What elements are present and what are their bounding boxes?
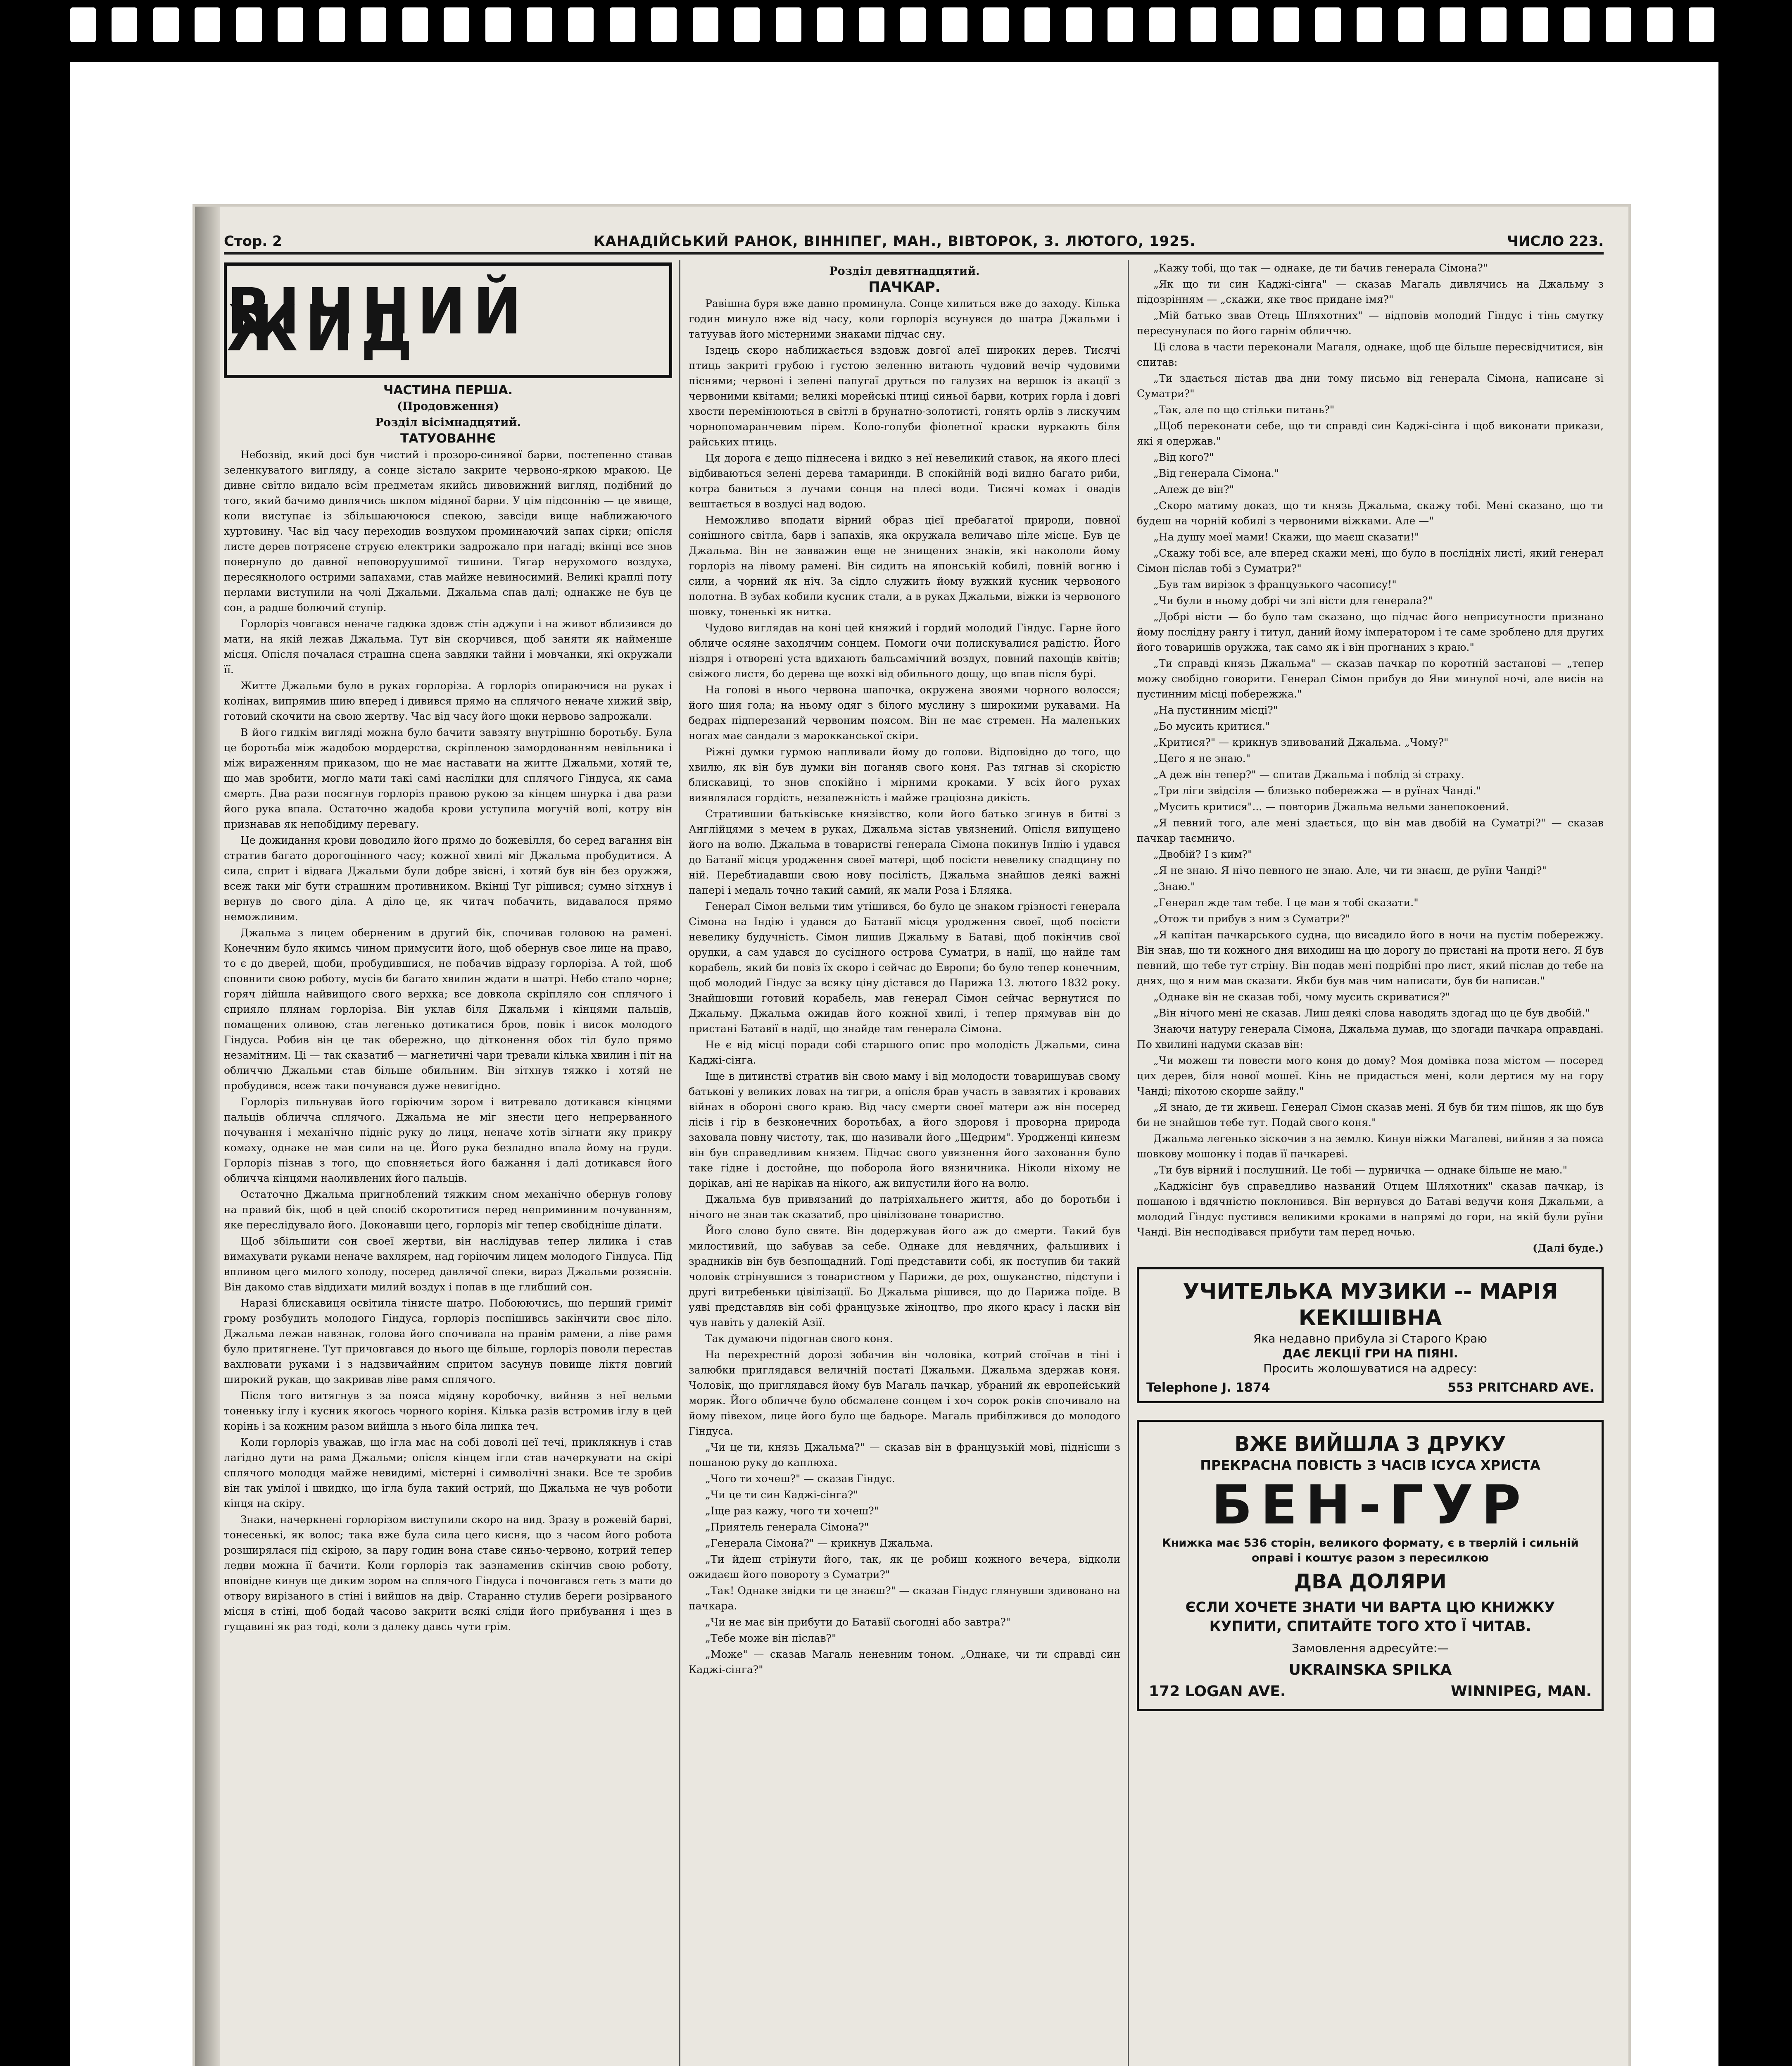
film-perforation [1274,7,1299,42]
paragraph: „На душу моеї мами! Скажи, що маєш сказати!" [1153,531,1419,543]
paragraph: Щоб збільшити сон своеї жертви, він наслідував тепер лилика і став вимахувати руками неначе вахлярем, над горіючим лицем молодого Гіндуса. Під впливом цего милого холоду, посеред давлячої спеки, вираз Джальми розяснів. Він дакомо став віддихати милий воздух і попав в ще глибший сон. [224,1235,672,1293]
film-perforation [1481,7,1507,42]
paragraph: „Я певний того, але мені здається, що він мав двобій на Суматрі?" — сказав пачкар таємничо. [1137,817,1604,844]
ad-text: ДАЄ ЛЕКЦІЇ ГРИ НА ПІЯНІ. [1282,1347,1458,1360]
chapter-heading: Розділ девятнадцятий. [829,265,980,278]
film-perforation [361,7,386,42]
column-1 [224,260,672,2066]
page-number: Стор. 2 [224,233,282,250]
film-perforation [983,7,1009,42]
film-perforation [776,7,801,42]
paragraph: „Знаю." [1153,881,1195,893]
film-perforation [1191,7,1216,42]
paragraph: „Може" — сказав Магаль неневним тоном. „Однаке, чи ти справді син Каджі-сінга?" [689,1648,1120,1676]
film-perforation [485,7,511,42]
paragraph: „Генерала Сімона?" — крикнув Джальма. [705,1537,933,1549]
film-perforations-top [70,7,1714,45]
page-edge-shadow [195,207,220,2066]
paragraph: „Чи можеш ти повести мого коня до дому? Моя домівка поза містом — посеред цих дерев, біля нової мошеї. Кінь не придасться мені, коли дертися му на гору Чанді; піхотою скорше зайду." [1137,1054,1604,1097]
paragraph: Житте Джальми було в руках горлоріза. А горлоріз опираючися на руках і колінах, випрямив шию вперед і дивився прямо на сплячого неначе хижий звір, готовий скочити на свою жертву. Час від часу його щоки нервово задрожали. [224,680,672,722]
film-perforation [1564,7,1590,42]
paragraph: Горлоріз човгався неначе гадюка здовж стін аджупи і на живот вблизився до мати, на якій лежав Джальма. Тут він скорчився, щоб заняти як найменше місця. Опісля почалася страшна сцена завдяки тайни і мовчанки, які окружали її. [224,618,672,676]
book-ad [1137,1420,1604,1711]
page-header [224,223,1604,255]
film-perforation [693,7,718,42]
paragraph: Генерал Сімон вельми тим утішився, бо було це знаком грізності генерала Сімона на Індію і удався до Батавії місця уродження своеї, щоб посісти невелику будучність. Сімон лишив Джальму в Батаві, щоб покінчив свої орудки, а сам удався до сусідного острова Суматри, в надії, що найде там корабель, який би повіз їх скоро і сейчас до Европи; бо було тепер конечним, щоб молодий Гіндус за всяку ціну дістався до Парижа 13. лютого 1832 року. Знайшовши готовий корабель, мав генерал Сімон сейчас вернутися по Джальму. Джальма ожидав його кожної хвилі, і тепер прямував він до пристані Батавії в надії, що знайде там генерала Сімона. [689,900,1120,1035]
ad-text: Книжка має 536 сторін, великого формату, є в тверлій і сильній оправі і коштує разом з пересилкою [1162,1537,1579,1564]
ad-city: WINNIPEG, MAN. [1451,1683,1592,1700]
paragraph: „Ти йдеш стрінути його, так, як це робиш кожного вечера, відколи ожидаєш його повороту з Суматри?" [689,1553,1120,1580]
paragraph: Не є від місці поради собі старшого опис про молодість Джальми, сина Каджі-сінга. [689,1039,1120,1066]
paragraph: Джальма з лицем оберненим в другий бік, спочивав головою на рамені. Конечним було якимсь чином примусити його, щоб обернув свое лице на право, то є до дверей, щоби, пробудившися, не побачив відразу горлоріза. А той, щоб сповнити свою роботу, мусів би багато хвилин ждати в шатрі. Небо стало чорне; горяч дійшла найвищого свого верхка; все довкола скріпляло сон сплячого і сприяло плянам горлоріза. Він уклав біля Джальми і кінцями пальців, помащених оливою, став легенько дотикатися бров, повік і висок молодого Гіндуса. Робив він це так обережно, що дітконення обох тіл було прямо незамітним. Ці — так сказатиб — магнетичні чари тревали кілька хвилин і піт на обличчю Джальми став більше обильним. Він зітхнув тяжко і хотяй не пробудився, всеж таки почувався дуже невигідно. [224,927,672,1092]
film-perforation [859,7,884,42]
column-3 [1137,260,1604,2066]
paragraph: Його слово було святе. Він додержував його аж до смерти. Такий був милостивий, що забував за себе. Однаке для невдячних, фальшивих і зрадників він був безпощадний. Годі представити собі, як поступив би такий чоловік стрінувшися з товариством у Парижи, де рох, ошуканство, підступи і другі витребеньки цівілізації. Бо Джальма рішився, що до Парижа поїде. В уяві представляв він собі французьке жіноцтво, про якого красу і ласки він чув навіть у далекій Азії. [689,1225,1120,1328]
paragraph: „Мусить критися"... — повторив Джальма вельми занепокоений. [1153,801,1509,813]
paragraph: Коли горлоріз уважав, що ігла має на собі доволі цеї течі, приклякнув і став лагідно дути на рама Джальми; опісля кінцем ігли став начеркувати на скірі сплячого молодця майже невидимі, містерні і символічні знаки. Все те зробив він так умілої і швидко, що ігла була такий острий, що Джальма не чув роботи кінця на скіру. [224,1436,672,1509]
paragraph: Джальма був привязаний до патріяхальнего життя, або до боротьби і нічого не знав так сказатиб, про цівілізоване товариство. [689,1193,1120,1221]
paragraph: „Ти справді князь Джальма" — сказав пачкар по коротній застанові — „тепер можу свобідно говорити. Генерал Сімон прибув до Яви минулої ночі, але висів на пустинним місці побережжа." [1137,657,1604,700]
film-perforation [402,7,428,42]
paragraph: Чудово виглядав на коні цей княжий і гордий молодий Гіндус. Гарне його обличе осяяне заходячим сонцем. Помоги очи полискувалися радістю. Його ніздря і отворені уста вдихають бальсамічний воздух, повний пахощів квітів; свіжого листя, бо дерева ще вохкі від обильного дощу, що впав після бурі. [689,622,1120,680]
music-teacher-ad [1137,1267,1604,1403]
paragraph: „Чи це ти, князь Джальма?" — сказав він в французькій мові, піднісши з пошаною руку до каплюха. [689,1441,1120,1469]
to-be-continued: (Далі буде.) [1533,1242,1604,1254]
book-title: БЕН-ГУР [1211,1473,1529,1536]
paragraph: „Ти був вірний і послушний. Це тобі — дурничка — однаке більше не маю." [1153,1164,1568,1176]
ad-text: ПРЕКРАСНА ПОВІСТЬ З ЧАСІВ ІСУСА ХРИСТА [1200,1457,1540,1473]
paragraph: Неможливо вподати вірний образ цієї пребагатої природи, повної сонішного світла, барв і запахів, яка окружала величаво ціле місце. Був це Джальма. Він не завважив еще не знищених знаків, які накололи йому горлоріз на лівому рамені. Він сидить на японській кобилі, повній вогню і сили, а чорний як ніч. За сідло служить йому вужкий кусник червоного полотна. В зубах кобили кусник стали, а в руках Джальми, віжки із червоного шовку, тоненькі як нитка. [689,514,1120,618]
paragraph: „Отож ти прибув з ним з Суматри?" [1153,913,1350,925]
film-perforation [1440,7,1465,42]
film-perforation [568,7,594,42]
paragraph: „Двобій? І з ким?" [1153,848,1252,860]
ad-text: Замовлення адресуйте:— [1292,1641,1449,1655]
film-perforation [817,7,843,42]
paragraph: Іздець скоро наближається вздовж довгої алеї широких дерев. Тисячі птиць закриті грубою і густою зеленню витають чудовий вечір чудовими піснями; червоні і зелені папугаї друться по галузях на вершок із акації з червоними квітами; великі морейські птиці синьої барви, котрих горла і довгі хвости перемінюються в світлі в брунатно-золотисті, гонять орлів з лискучим чорнопомаранчевим пірем. Коло-голуби фіолетної краски вуркають біля райських птиць. [689,344,1120,448]
film-perforation [195,7,220,42]
ad-text: Просить жолошуватися на адресу: [1263,1361,1477,1375]
film-perforation [527,7,552,42]
paragraph: „Чи не має він прибути до Батавії сьогодні або завтра?" [705,1616,1011,1628]
film-perforation [278,7,303,42]
story-title: ВІЧНИЙ ЖИД [227,275,529,366]
paragraph: На перехрестній дорозі зобачив він чоловіка, котрий стоїчав в тіні і залюбки приглядався величній постаті Джальми. Джальма здержав коня. Чоловік, що приглядався йому був Магаль пачкар, убраний як европейський моряк. Його обличче було обсмалене сонцем і хоч сорок років спочивало на йому півехом, лице його було ще бадьоре. Магаль прибілжився до молодого Гіндуса. [689,1349,1120,1437]
ad-address: 553 PRITCHARD AVE. [1447,1381,1594,1395]
paragraph: „Він нічого мені не сказав. Лиш деякі слова наводять здогад що це був двобій." [1153,1007,1590,1019]
paragraph: На голові в нього червона шапочка, окружена звоями чорного волосся; його шия гола; на ньому одяг з білого муслину з широкими рукавами. На бедрах підперезаний червоним поясом. Він не має стремен. На маленьких ногах має сандали з марокканської скіри. [689,684,1120,742]
paragraph: Небозвід, який досі був чистий і прозоро-синявої барви, постепенно ставав зеленкуватого вигляду, а сонце зістало закрите червоно-яркою мракою. Це дивне світло видало всім предметам якийсь дивовижний вигляд, подібний до того, який бачимо дивлячись шклом мідяної барви. У цім підсоннію — це явище, коли виступає із збільшаючоюся спекою, завсіди вище наближаючого хуртовину. Час від часу переходив воздухом проминаючий запах сірки; опісля листе дерев потрясене струєю електрики задрожало при нагаді; вкінці все знов повернуло до давної неповоруушимої тишини. Тягар нерухомого воздуха, пересякнолого острими запахами, став майже невиносимий. Великі краплі поту перлами виступили на чолі Джальми. Джальма спав далі; однакже не був це сон, а радше болючий ступір. [224,449,672,614]
part-heading: ЧАСТИНА ПЕРША. [383,383,513,397]
paragraph: Горлоріз пильнував його горіючим зором і витревало дотикався кінцями пальців обличча сплячого. Джальма не міг знести цего непрерванного почування і механічно підніс руку до лиця, неначе хотів зігнати яку прикру комаху, однаке не мав сили на це. Його рука безладно впала йому на груди. Горлоріз пізнав з того, що сповняється його бажання і далі дотикався його обличча кінцями наоливлених його пальців. [224,1096,672,1184]
film-perforation [1315,7,1341,42]
paragraph: Знаючи натуру генерала Сімона, Джальма думав, що здогади пачкара оправдані. По хвилині надуми сказав він: [1137,1023,1604,1050]
article-dialog [1137,260,1604,1240]
continued-label: (Продовження) [397,400,499,413]
paragraph: „Чи це ти син Каджі-сінга?" [705,1489,858,1501]
paragraph: „Цего я не знаю." [1153,752,1251,764]
film-perforation [1689,7,1714,42]
article-body [224,447,672,1634]
paragraph: „Генерал жде там тебе. І це мав я тобі сказати." [1153,897,1419,909]
paragraph: В його гидкім вигляді можна було бачити завзяту внутрішню боротьбу. Була це боротьба між жадобою мордерства, скріпленою замордованням невільника і між вираженням приказом, що не має наставати на житте Джальми, хотяй те, що мав зробити, могло мати такі самі наслідки для сплячого Гіндуса, як сама смерть. Два рази посягнув горлоріз правою рукою за кінцем шнурка і два рази його рука впала. Остаточно жадоба крови уступила могучій волі, котру він признавав як непобідиму перевагу. [224,726,672,830]
article-body [689,296,1120,1439]
film-perforation [1647,7,1673,42]
paragraph: „Я знаю, де ти живеш. Генерал Сімон сказав мені. Я був би тим пішов, як що був би не знайшов тебе тут. Подай свого коня." [1137,1101,1604,1128]
film-perforation [1108,7,1133,42]
paragraph: Наразі блискавиця освітила тінисте шатро. Побоюючись, що перший гриміт грому розбудить молодого Гіндуса, горлоріз поспішивсь закінчити своє діло. Джальма лежав навзнак, голова його спочивала на правім рамени, а ліве рамя було притягнене. Тут причовгався до нього ще більше, горлоріз поволи перестав вахлювати руками і з надзвичайним спритом засунув повище ліктя довгий широкий рукав, що закривав ліве рамя сплячого. [224,1297,672,1385]
chapter-title: ПАЧКАР. [868,279,941,295]
column-rule [1128,260,1129,2066]
paragraph: „Як що ти син Каджі-сінга" — сказав Магаль дивлячись на Джальму з підозрінням — „скажи, яке твоє придане імя?" [1137,278,1604,305]
paragraph: „Чого ти хочеш?" — сказав Гіндус. [705,1473,895,1485]
book-price: ДВА ДОЛЯРИ [1294,1570,1447,1593]
article-dialog [689,1440,1120,1677]
paragraph: Равішна буря вже давно проминула. Сонце хилиться вже до заходу. Кілька годин минуло вже від часу, коли горлоріз всунувся до шатра Джальми і татуував його містерними знаками підчас сну. [689,298,1120,340]
story-title-box [224,262,672,378]
paragraph: „Від генерала Сімона." [1153,467,1279,479]
paragraph: Це дожидання крови доводило його прямо до божевілля, бо серед вагання він стратив багато дорогоцінного часу; кожної хвилі міг Джальма пробудитися. А сила, сприт і відвага Джальми були добре звісні, і хотяй був він без оружжя, всеж таки міг бути страшним противником. Вкінці Туг рішився; сумно зітхнув і вернув до свого діла. А діло це, як читач побачить, видавалося прямо неможливим. [224,834,672,923]
paragraph: „Критися?" — крикнув здивований Джальма. „Чому?" [1153,736,1449,748]
paragraph: Так думаючи підогнав свого коня. [705,1333,893,1345]
film-perforation [70,7,96,42]
issue-number: ЧИСЛО 223. [1507,233,1604,250]
paragraph: „Я не знаю. Я нічо певного не знаю. Але, чи ти знаєш, де руїни Чанді?" [1153,864,1547,876]
paragraph: „Тебе може він післав?" [705,1632,837,1644]
paragraph: „Мій батько звав Отець Шляхотних" — відповів молодий Гіндус і тінь смутку пересунулася по його гарнім обличчю. [1137,309,1604,337]
paragraph: „Бо мусить критися." [1153,720,1270,732]
film-perforation [734,7,760,42]
ad-publisher: UKRAINSKA SPILKA [1288,1661,1452,1678]
paragraph: „Приятель генерала Сімона?" [705,1521,869,1533]
paragraph: „Каджісінг був справедливо названий Отцем Шляхотних" сказав пачкар, із пошаною і вдячністю поклонився. Він вернувся до Батаві ведучи коня Джальми, а молодий Гіндус пустився великими кроками в напрямі до гори, на якій були руїни Чанді. Він несподівався прибути там перед ночью. [1137,1180,1604,1238]
paragraph: „Три ліги звідсіля — близько побережжа — в руїнах Чанді." [1153,785,1481,797]
paragraph: „Алеж де він?" [1153,483,1234,495]
film-perforation [1232,7,1258,42]
paragraph: Ріжні думки гурмою напливали йому до голови. Відповідно до того, що хвилю, як він був думки він поганяв свого коня. Раз тягнав зі скорістю блискавиці, то знов спокійно і мірними кроками. У всіх його рухах виявлялася гордість, незалежність і майже граціозна дикість. [689,746,1120,804]
paragraph: Ці слова в части переконали Магаля, однаке, щоб ще більше пересвідчитися, він спитав: [1137,341,1604,368]
film-perforation [900,7,926,42]
paragraph: „Я капітан пачкарського судна, що висадило його в ночи на пустім побережжу. Він знав, що ти кожного дня виходиш на цю дорогу до пристані на проти него. Я був певний, що тебе тут стріну. Він подав мені подрібні про лист, який післав до тебе на днях, що я ним мав сказати. Якби був мав чим написати, був би написав." [1137,929,1604,987]
ad-text: Яка недавно прибула зі Старого Краю [1253,1332,1487,1345]
newspaper-page [195,207,1628,2066]
paragraph: Джальма легенько зіскочив з на землю. Кинув віжки Магалеві, вийняв з за пояса шовкову мошонку і подав її пачкареві. [1137,1133,1604,1160]
paragraph: „Однаке він не сказав тобі, чому мусить скриватися?" [1153,991,1450,1003]
film-perforation [319,7,345,42]
paragraph: „Від кого?" [1153,451,1214,463]
paragraph: „Так! Однаке звідки ти це знаєш?" — сказав Гіндус глянувши здивовано на пачкара. [689,1585,1120,1612]
paragraph: „Чи були в ньому добрі чи злі вісти для генерала?" [1153,595,1433,607]
film-perforation [651,7,677,42]
column-rule [679,260,680,2066]
ad-headline: ВЖЕ ВИЙШЛА З ДРУКУ [1234,1433,1506,1456]
film-perforation [1606,7,1631,42]
paragraph: „Щоб переконати себе, що ти справді син Каджі-сінга і щоб виконати прикази, які я одержав." [1137,420,1604,447]
film-perforation [153,7,179,42]
paragraph: „Ти здається дістав два дни тому письмо від генерала Сімона, написане зі Суматри?" [1137,372,1604,400]
chapter-heading: Розділ вісімнадцятий. [375,416,521,429]
film-perforation [236,7,262,42]
film-perforation [610,7,635,42]
ad-phone: Telephone J. 1874 [1146,1381,1270,1395]
paragraph: „Добрі вісти — бо було там сказано, що підчас його неприсутности признано йому послідну рангу і титул, даний йому імператором і те саме зроблено для других його товаришів оружжа, так само як і він прогнаних з краю." [1137,611,1604,653]
ad-title: УЧИТЕЛЬКА МУЗИКИ -- МАРІЯ КЕКІШІВНА [1183,1279,1558,1331]
paragraph: Іще в дитинстві стратив він свою маму і від молодости товаришував свому батькові у великих ловах на тигри, а опісля брав участь в завзятих і кровавих війнах в обороні свого краю. Від часу смерти своеї матери аж він посеред лісів і гір в безконечних боротьбах, а його здоровя і проворна природа заховала повну чистоту, так, що називали його „Щедрим". Уродженці кинезм він був справедливим князем. Підчас свого увязнення його заховання було таке гідне і достойне, що поборола його вязничника. Ніколи ніхому не дорікав, ані не нарікав на нікого, аж випустили його на волю. [689,1070,1120,1189]
paragraph: „Скоро матиму доказ, що ти князь Джальма, скажу тобі. Мені сказано, що ти будеш на чорній кобилі з червоними віжками. Але —" [1137,500,1604,527]
film-perforation [1149,7,1175,42]
paragraph: Стратившии батьківське князівство, коли його батько згинув в битві з Англійцями з мечем в руках, Джальма зістав увязнений. Опісля випущено його на волю. Джальма в товаристві генерала Сімона покинув Індію і удався до Батавії місця уродження своеї матері, щоб посісти невелику спадщину по ній. Перебтиадавши свою нову посілість, Джальма знайшов деякі важні папері і медаль точно такий самий, як мали Роза і Бляяка. [689,808,1120,896]
film-perforation [1357,7,1382,42]
paragraph: Ця дорога є дещо піднесена і видко з неї невеликий ставок, на якого плесі відбиваються зелені дерева тамаринди. В спокійній воді видно багато риби, котра бавиться з лучами сонця на плесі води. Тисячі комах і овадів вештається в воздусі над водою. [689,452,1120,510]
film-perforation [1066,7,1092,42]
ad-text: ЄСЛИ ХОЧЕТЕ ЗНАТИ ЧИ ВАРТА ЦЮ КНИЖКУ КУПИТИ, СПИТАЙТЕ ТОГО ХТО Ї ЧИТАВ. [1185,1599,1555,1635]
paragraph: „Був там вирізок з французького часопису!" [1153,578,1397,590]
chapter-title: ТАТУОВАННЄ [400,431,496,446]
column-2 [689,260,1120,2066]
film-perforation [444,7,469,42]
paragraph: Остаточно Джальма пригноблений тяжким сном механічно обернув голову на правий бік, щоб в цей спосіб скоротитися перед непримивним почуванням, яке переслідувало його. Доконавши цего, горлоріз міг тепер свобідніше ділати. [224,1188,672,1231]
paragraph: Знаки, начеркнені горлорізом виступили скоро на вид. Зразу в рожевій барві, тонесенькі, як волос; така вже була сила цего кисня, що з часом його робота розширялася під скірою, за пару годин вона ставе синьо-червоно, котрий тепер ледви можна її бачити. Коли горлоріз так зазнаменив скінчив свою роботу, вповідне кинув ще диким зором на сплячого Гіндуса і почовгався геть з мати до отвору вирізаного в стіні і вийшов на двір. Старанно стулив береги розірваного місця в стіні, щоб бодай часово закрити всякі сліди його прибування і щез в гущавині як раз тоді, коли з далеку давсь чути грім. [224,1514,672,1633]
film-perforation [112,7,137,42]
paragraph: „Кажу тобі, що так — однаке, де ти бачив генерала Сімона?" [1153,262,1488,274]
film-perforation [1024,7,1050,42]
paragraph: „На пустинним місці?" [1153,704,1278,716]
paragraph: „Скажу тобі все, але вперед скажи мені, що було в послідніх листі, який генерал Сімон післав тобі з Суматри?" [1137,547,1604,574]
paragraph: Після того витягнув з за пояса мідяну коробочку, вийняв з неї вельми тоненьку іглу і кусник якогось чорного коріня. Кілька разів встромив іглу в цей корінь і за кожним разом вийшла з нього біла липка теч. [224,1390,672,1432]
paragraph: „Іще раз кажу, чого ти хочеш?" [705,1505,879,1517]
paragraph: „А деж він тепер?" — спитав Джальма і поблід зі страху. [1153,769,1464,781]
film-perforation [942,7,967,42]
masthead: КАНАДІЙСЬКИЙ РАНОК, ВІННІПЕГ, МАН., ВІВТОРОК, 3. ЛЮТОГО, 1925. [593,233,1196,250]
ad-street: 172 LOGAN AVE. [1149,1683,1286,1700]
film-perforation [1398,7,1424,42]
film-perforation [1523,7,1548,42]
paragraph: „Так, але по що стільки питань?" [1153,404,1335,416]
